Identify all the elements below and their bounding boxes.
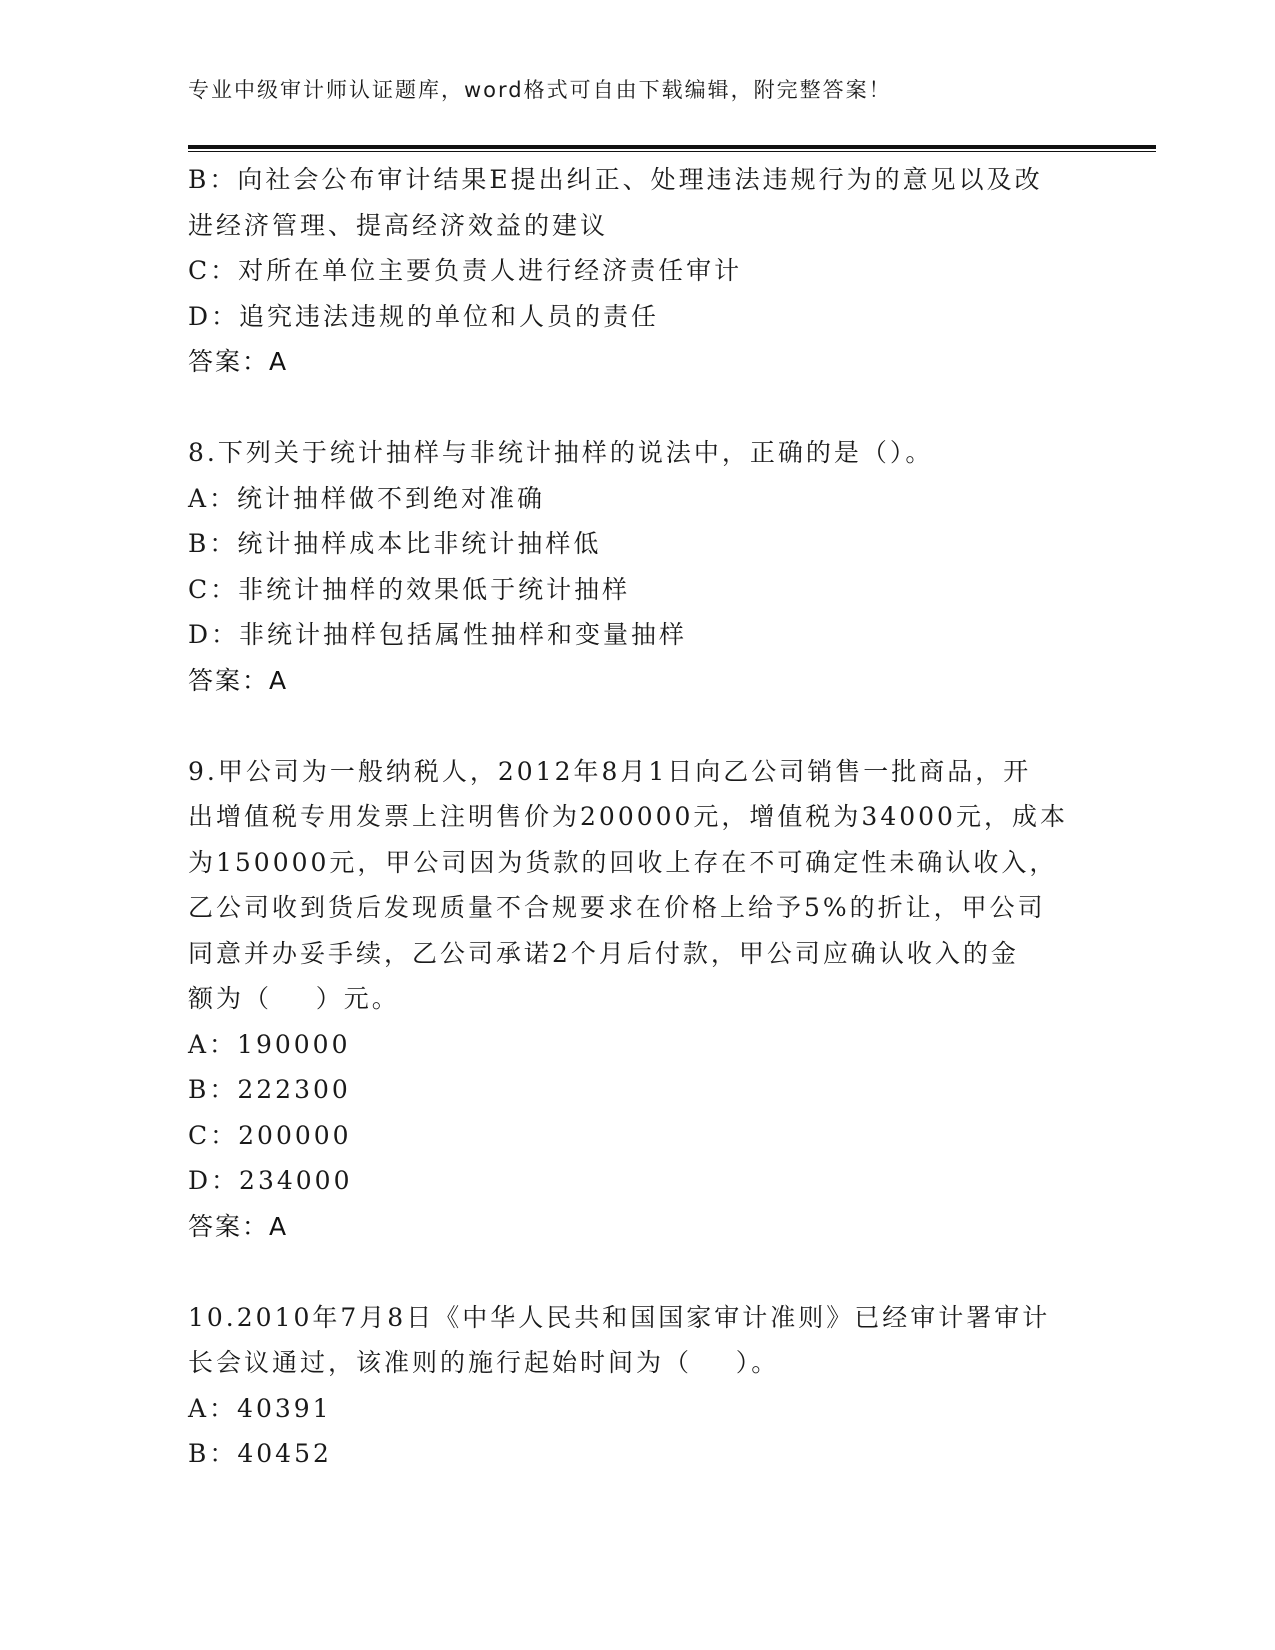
question-stem: 10.2010年7月8日《中华人民共和国国家审计准则》已经审计署审计 [188, 1302, 1051, 1332]
answer-line: 答案：A [188, 347, 289, 376]
question-stem: 额为（ ）元。 [188, 984, 400, 1013]
answer-line: 答案：A [188, 665, 289, 695]
question-stem: 出增值税专用发票上注明售价为200000元，增值税为34000元，成本 [188, 802, 1068, 831]
option-line: A：统计抽样做不到绝对准确 [188, 483, 546, 513]
block-spacer [188, 385, 1088, 431]
question-stem: 长会议通过，该准则的施行起始时间为（ ）。 [188, 1348, 780, 1377]
option-line: B：统计抽样成本比非统计抽样低 [188, 529, 602, 558]
block-spacer [188, 703, 1088, 749]
question-stem: 乙公司收到货后发现质量不合规要求在价格上给予5%的折让，甲公司 [188, 893, 1046, 922]
option-line: B：40452 [188, 1439, 332, 1468]
question-block-7 [188, 157, 1088, 385]
option-line: D：234000 [188, 1166, 353, 1195]
option-line: A：190000 [188, 1029, 351, 1059]
answer-line: 答案：A [188, 1211, 289, 1241]
option-line: C：对所在单位主要负责人进行经济责任审计 [188, 256, 743, 285]
option-line: A：40391 [188, 1393, 332, 1423]
question-block-9 [188, 749, 1088, 1250]
option-line: 进经济管理、提高经济效益的建议 [188, 210, 609, 240]
option-line: C：200000 [188, 1120, 352, 1150]
question-stem: 9.甲公司为一般纳税人，2012年8月1日向乙公司销售一批商品，开 [188, 756, 1032, 786]
page-header: 专业中级审计师认证题库，word格式可自由下载编辑，附完整答案！ [188, 78, 892, 102]
option-line: B：222300 [188, 1075, 351, 1104]
option-line: D：追究违法违规的单位和人员的责任 [188, 301, 660, 331]
question-block-8 [188, 430, 1088, 703]
block-spacer [188, 1249, 1088, 1295]
option-line: D：非统计抽样包括属性抽样和变量抽样 [188, 620, 688, 649]
option-line: C：非统计抽样的效果低于统计抽样 [188, 574, 631, 604]
option-line: B：向社会公布审计结果E提出纠正、处理违法违规行为的意见以及改 [188, 165, 1043, 194]
question-stem: 8.下列关于统计抽样与非统计抽样的说法中，正确的是（）。 [188, 438, 934, 467]
question-block-10 [188, 1295, 1088, 1477]
header-divider-thin [188, 151, 1156, 152]
question-content [188, 157, 1088, 1477]
question-stem: 为150000元，甲公司因为货款的回收上存在不可确定性未确认收入， [188, 847, 1058, 877]
question-stem: 同意并办妥手续，乙公司承诺2个月后付款，甲公司应确认收入的金 [188, 938, 1019, 968]
header-divider-thick [188, 145, 1156, 149]
